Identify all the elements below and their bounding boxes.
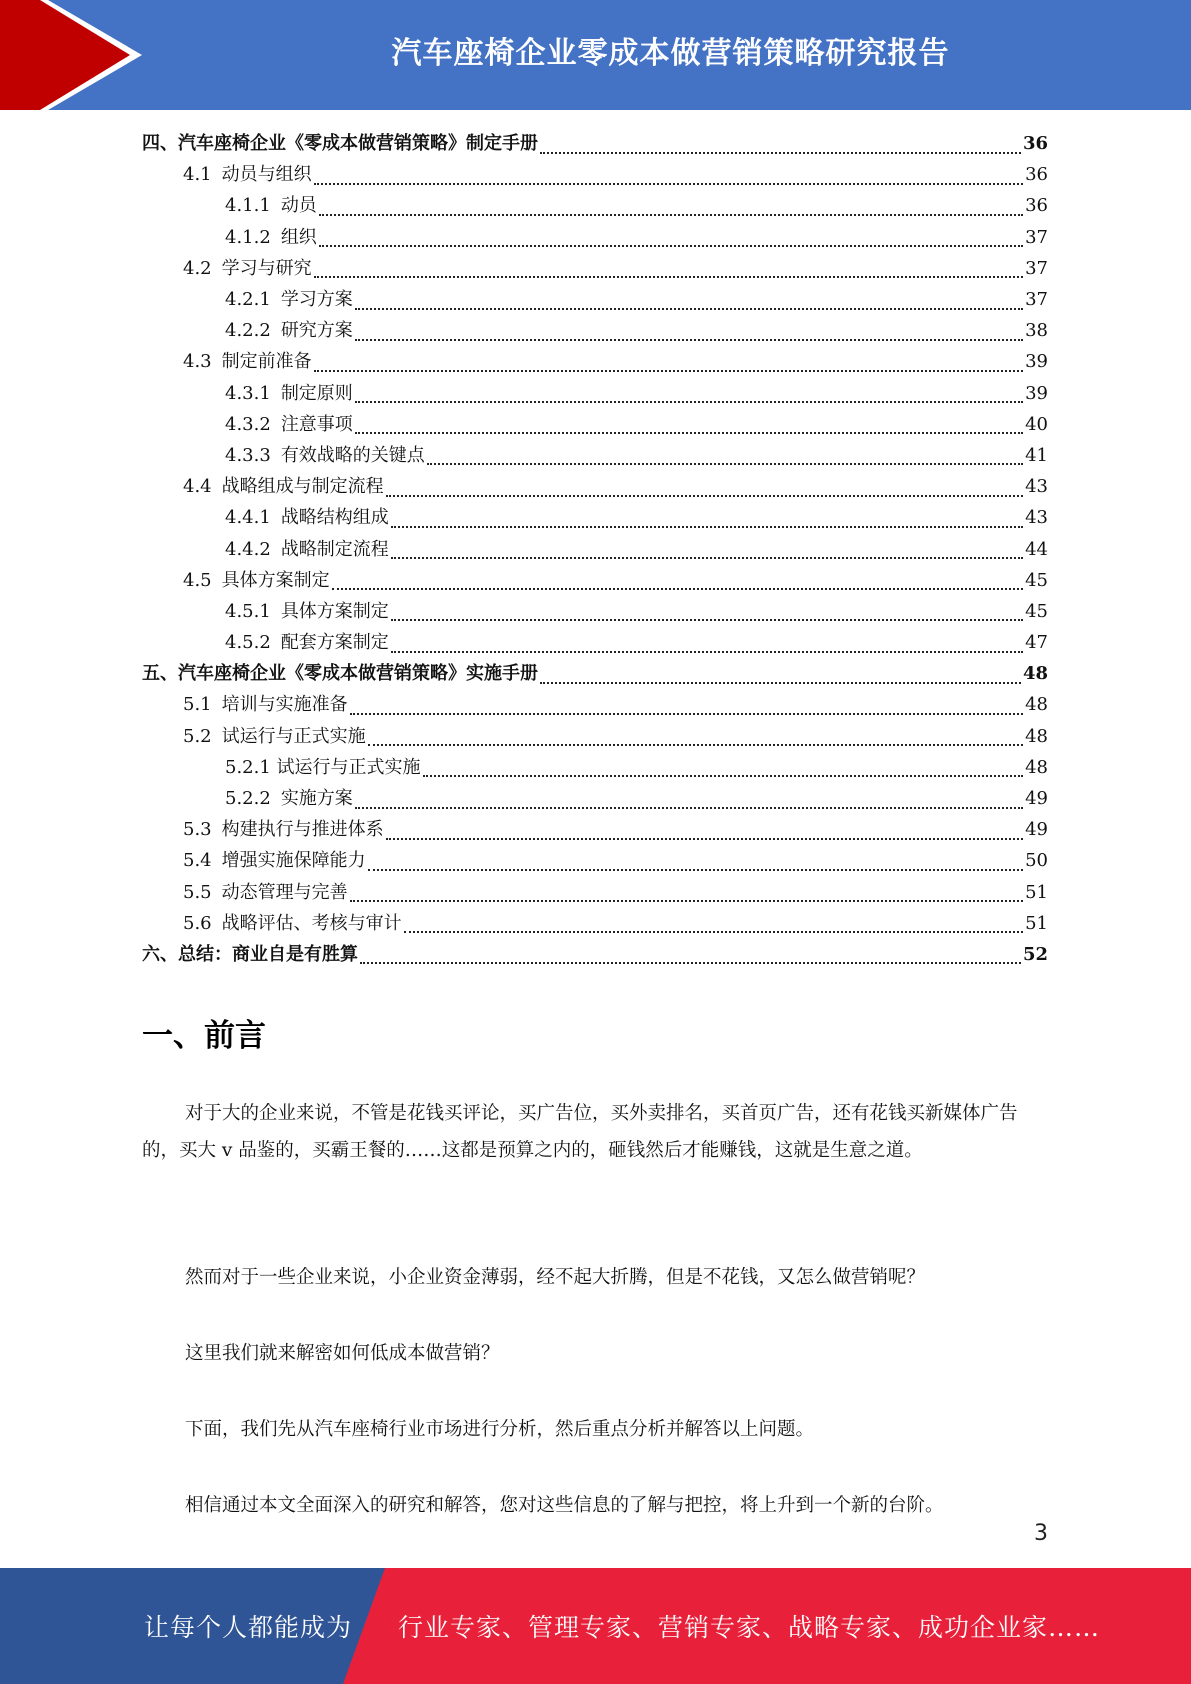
toc-entry[interactable] <box>142 814 1048 845</box>
toc-entry-label: 四、汽车座椅企业《零成本做营销策略》制定手册 <box>142 133 538 155</box>
toc-entry-title <box>183 877 348 908</box>
page-footer <box>0 1568 1191 1684</box>
toc-entry-title <box>225 502 389 533</box>
toc-entry-title <box>225 222 317 253</box>
toc-leader-dots <box>319 241 1023 247</box>
toc-entry-page: 36 <box>1025 164 1048 186</box>
toc-entry-label: 五、汽车座椅企业《零成本做营销策略》实施手册 <box>142 663 538 685</box>
toc-entry-number: 5.2.2 <box>225 788 271 810</box>
toc-entry-title <box>183 845 366 876</box>
toc-leader-dots <box>360 958 1021 964</box>
toc-entry-label: 增强实施保障能力 <box>221 850 366 872</box>
toc-entry-number: 5.5 <box>183 881 212 903</box>
toc-entry-page: 37 <box>1025 226 1048 248</box>
toc-leader-dots <box>355 335 1023 341</box>
toc-entry-page: 48 <box>1025 694 1048 716</box>
toc-leader-dots <box>391 647 1023 653</box>
toc-entry-label: 试运行与正式实施 <box>221 725 366 747</box>
toc-entry-number: 5.3 <box>183 819 212 841</box>
toc-leader-dots <box>355 397 1023 403</box>
toc-entry-page: 49 <box>1025 788 1048 810</box>
toc-entry-label: 具体方案制定 <box>280 600 389 622</box>
toc-entry-page: 48 <box>1025 725 1048 747</box>
toc-entry[interactable] <box>142 502 1048 533</box>
toc-entry-title <box>183 565 330 596</box>
toc-entry[interactable] <box>142 222 1048 253</box>
toc-entry[interactable] <box>142 721 1048 752</box>
toc-entry-title <box>225 440 425 471</box>
toc-entry-page: 43 <box>1025 507 1048 529</box>
toc-entry-number: 5.1 <box>183 694 212 716</box>
toc-entry-label: 配套方案制定 <box>280 632 389 654</box>
toc-entry-number: 4.5.1 <box>225 600 271 622</box>
toc-entry-title <box>225 378 353 409</box>
toc-leader-dots <box>355 803 1023 809</box>
toc-entry[interactable] <box>142 939 1048 970</box>
toc-entry-label: 制定原则 <box>280 382 353 404</box>
toc-entry-page: 40 <box>1025 413 1048 435</box>
toc-entry[interactable] <box>142 440 1048 471</box>
toc-entry[interactable] <box>142 128 1048 159</box>
toc-leader-dots <box>314 272 1023 278</box>
toc-entry-label: 动员 <box>280 195 317 217</box>
toc-entry[interactable] <box>142 908 1048 939</box>
toc-entry-label: 培训与实施准备 <box>221 694 348 716</box>
toc-entry-number: 4.4 <box>183 476 212 498</box>
paragraph-3: 这里我们就来解密如何低成本做营销？ <box>185 1343 500 1364</box>
toc-entry-title <box>183 253 312 284</box>
toc-entry-title <box>183 908 402 939</box>
toc-leader-dots <box>427 459 1023 465</box>
toc-entry[interactable] <box>142 409 1048 440</box>
footer-slogan-right: 行业专家、管理专家、营销专家、战略专家、成功企业家…… <box>398 1613 1101 1642</box>
toc-entry-label: 注意事项 <box>280 413 353 435</box>
toc-entry-page: 49 <box>1025 819 1048 841</box>
toc-entry-title <box>225 284 353 315</box>
toc-entry-number: 5.4 <box>183 850 212 872</box>
toc-entry-title <box>225 596 389 627</box>
toc-entry[interactable] <box>142 752 1048 783</box>
toc-entry-label: 六、总结：商业自是有胜算 <box>142 943 358 965</box>
toc-leader-dots <box>350 896 1023 902</box>
toc-entry-page: 45 <box>1025 600 1048 622</box>
toc-entry-number: 4.1 <box>183 164 212 186</box>
paragraph-1: 对于大的企业来说，不管是花钱买评论，买广告位，买外卖排名，买首页广告，还有花钱买新媒体广告的，买大 v 品鉴的，买霸王餐的……这都是预算之内的，砸钱然后才能赚钱，这就是生意之道。 <box>142 1103 1018 1161</box>
toc-entry-number: 4.4.1 <box>225 507 271 529</box>
toc-entry[interactable] <box>142 783 1048 814</box>
toc-entry-label: 有效战略的关键点 <box>280 444 425 466</box>
toc-entry-label: 5.2.1 试运行与正式实施 <box>225 756 421 778</box>
toc-entry[interactable] <box>142 253 1048 284</box>
toc-entry[interactable] <box>142 658 1048 689</box>
table-of-contents <box>142 128 1048 970</box>
toc-leader-dots <box>314 179 1023 185</box>
toc-leader-dots <box>368 740 1023 746</box>
toc-entry-title <box>225 409 353 440</box>
toc-entry-number: 4.2.1 <box>225 289 271 311</box>
toc-leader-dots <box>368 865 1023 871</box>
toc-entry-page: 48 <box>1022 663 1048 685</box>
toc-entry-page: 37 <box>1025 289 1048 311</box>
toc-entry-number: 4.4.2 <box>225 538 271 560</box>
toc-entry-number: 4.3.1 <box>225 382 271 404</box>
toc-entry-page: 44 <box>1025 538 1048 560</box>
toc-entry-title <box>225 534 389 565</box>
toc-leader-dots <box>540 148 1021 154</box>
section-heading: 一、前言 <box>142 1018 266 1054</box>
toc-leader-dots <box>314 366 1023 372</box>
toc-entry-title <box>225 627 389 658</box>
toc-entry-number: 4.2 <box>183 257 212 279</box>
toc-entry[interactable] <box>142 378 1048 409</box>
toc-entry[interactable] <box>142 627 1048 658</box>
toc-entry[interactable] <box>142 845 1048 876</box>
toc-entry-page: 45 <box>1025 569 1048 591</box>
toc-entry-page: 39 <box>1025 382 1048 404</box>
toc-entry[interactable] <box>142 533 1048 564</box>
toc-entry-page: 36 <box>1025 195 1048 217</box>
toc-entry-page: 38 <box>1025 320 1048 342</box>
toc-entry-label: 制定前准备 <box>221 351 312 373</box>
toc-entry-number: 4.3 <box>183 351 212 373</box>
toc-leader-dots <box>350 709 1023 715</box>
toc-entry-page: 48 <box>1025 756 1048 778</box>
toc-entry[interactable] <box>142 565 1048 596</box>
paragraph-4: 下面，我们先从汽车座椅行业市场进行分析，然后重点分析并解答以上问题。 <box>185 1419 815 1440</box>
toc-entry[interactable] <box>142 877 1048 908</box>
toc-entry-page: 41 <box>1025 444 1048 466</box>
toc-entry-label: 动态管理与完善 <box>221 881 348 903</box>
toc-entry-label: 战略评估、考核与审计 <box>221 912 402 934</box>
toc-entry[interactable] <box>142 284 1048 315</box>
paragraph-5: 相信通过本文全面深入的研究和解答，您对这些信息的了解与把控，将上升到一个新的台阶。 <box>185 1495 944 1516</box>
toc-entry-title <box>183 721 366 752</box>
toc-entry[interactable] <box>142 159 1048 190</box>
toc-leader-dots <box>423 771 1024 777</box>
toc-leader-dots <box>386 834 1023 840</box>
toc-entry-label: 组织 <box>280 226 317 248</box>
toc-entry-label: 学习与研究 <box>221 257 312 279</box>
toc-entry-title <box>225 190 317 221</box>
toc-entry[interactable] <box>142 315 1048 346</box>
toc-entry-label: 战略组成与制定流程 <box>221 476 384 498</box>
toc-entry-title <box>142 128 538 159</box>
paragraph-2: 然而对于一些企业来说，小企业资金薄弱，经不起大折腾，但是不花钱，又怎么做营销呢？ <box>185 1267 926 1288</box>
toc-entry-number: 4.5 <box>183 569 212 591</box>
toc-entry-title <box>142 939 358 970</box>
toc-entry-title <box>225 315 353 346</box>
toc-entry-page: 43 <box>1025 476 1048 498</box>
toc-leader-dots <box>319 210 1023 216</box>
toc-leader-dots <box>391 615 1023 621</box>
toc-entry-label: 学习方案 <box>280 289 353 311</box>
toc-entry-title <box>183 814 384 845</box>
toc-entry-number: 5.6 <box>183 912 212 934</box>
toc-entry-title <box>183 346 312 377</box>
toc-entry[interactable] <box>142 190 1048 221</box>
page-number: 3 <box>1034 1521 1048 1546</box>
toc-entry-title <box>142 658 538 689</box>
toc-entry-label: 战略制定流程 <box>280 538 389 560</box>
toc-entry-number: 4.3.3 <box>225 444 271 466</box>
toc-entry-page: 51 <box>1025 912 1048 934</box>
toc-leader-dots <box>386 491 1023 497</box>
toc-entry-label: 实施方案 <box>280 788 353 810</box>
toc-entry-title <box>183 159 312 190</box>
toc-entry-page: 51 <box>1025 881 1048 903</box>
toc-entry-title <box>225 752 421 783</box>
toc-entry-page: 52 <box>1022 943 1048 965</box>
toc-entry-page: 37 <box>1025 257 1048 279</box>
toc-entry-number: 4.1.1 <box>225 195 271 217</box>
toc-leader-dots <box>391 553 1023 559</box>
toc-entry-label: 动员与组织 <box>221 164 312 186</box>
toc-entry-title <box>183 471 384 502</box>
toc-entry[interactable] <box>142 689 1048 720</box>
page-header <box>0 0 1191 110</box>
toc-entry[interactable] <box>142 471 1048 502</box>
toc-leader-dots <box>355 304 1023 310</box>
toc-entry-label: 具体方案制定 <box>221 569 330 591</box>
toc-entry-label: 战略结构组成 <box>280 507 389 529</box>
toc-leader-dots <box>391 522 1023 528</box>
toc-entry-number: 4.3.2 <box>225 413 271 435</box>
toc-entry-page: 36 <box>1022 133 1048 155</box>
toc-entry[interactable] <box>142 346 1048 377</box>
toc-leader-dots <box>355 428 1023 434</box>
toc-entry-title <box>183 689 348 720</box>
toc-leader-dots <box>404 927 1023 933</box>
footer-slogan-left: 让每个人都能成为 <box>144 1613 353 1642</box>
toc-entry-label: 研究方案 <box>280 320 353 342</box>
toc-entry-number: 4.2.2 <box>225 320 271 342</box>
toc-entry-number: 5.2 <box>183 725 212 747</box>
report-title: 汽车座椅企业零成本做营销策略研究报告 <box>391 36 950 71</box>
toc-leader-dots <box>540 678 1021 684</box>
toc-entry-title <box>225 783 353 814</box>
toc-leader-dots <box>332 584 1023 590</box>
toc-entry-number: 4.1.2 <box>225 226 271 248</box>
toc-entry-label: 构建执行与推进体系 <box>221 819 384 841</box>
toc-entry[interactable] <box>142 596 1048 627</box>
toc-entry-page: 50 <box>1025 850 1048 872</box>
toc-entry-page: 47 <box>1025 632 1048 654</box>
toc-entry-number: 4.5.2 <box>225 632 271 654</box>
toc-entry-page: 39 <box>1025 351 1048 373</box>
